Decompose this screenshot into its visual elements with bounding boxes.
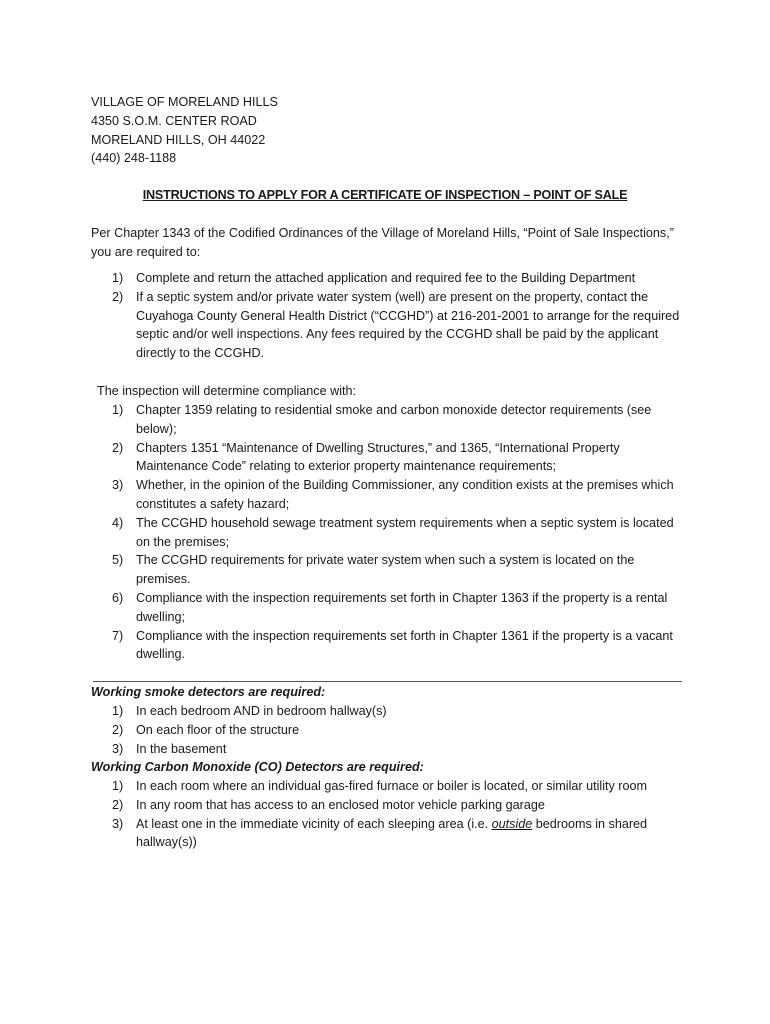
- item-number: 2): [112, 797, 124, 812]
- list-item: [91, 796, 691, 815]
- item-text-after: bedrooms in shared hallway(s)): [136, 816, 648, 850]
- section-divider: [93, 681, 682, 682]
- item-text: Chapter 1359 relating to residential smoke and carbon monoxide detector requirements (see below);: [136, 403, 652, 436]
- item-text: Compliance with the inspection requirements set forth in Chapter 1363 if the property is a rental dwelling;: [136, 590, 668, 624]
- emphasized-word: outside: [491, 816, 533, 831]
- item-number: 1): [112, 779, 124, 793]
- item-number: 3): [112, 478, 124, 493]
- address-city: MORELAND HILLS, OH 44022: [91, 132, 266, 147]
- item-text: The CCGHD household sewage treatment system requirements when a septic system is located on the premises;: [136, 515, 674, 549]
- smoke-detectors-list: [91, 702, 691, 758]
- list-item: [91, 721, 691, 740]
- item-number: 6): [112, 590, 124, 605]
- list-item: [91, 777, 691, 796]
- item-number: 4): [112, 515, 124, 530]
- item-text: Compliance with the inspection requirements set forth in Chapter 1361 if the property is a vacant dwelling.: [136, 628, 673, 662]
- list-item: [91, 269, 691, 288]
- list-item: [91, 401, 691, 439]
- list-item: [91, 702, 691, 721]
- item-text: Complete and return the attached application and required fee to the Building Department: [136, 271, 636, 285]
- list-item: [91, 740, 691, 759]
- item-text: Chapters 1351 “Maintenance of Dwelling Structures,” and 1365, “International Property Maintenance Code” relating to exterior property maintenance requirements;: [136, 440, 620, 474]
- item-number: 1): [112, 704, 124, 718]
- item-number: 2): [112, 440, 124, 455]
- item-number: 1): [112, 403, 124, 417]
- item-text: In each bedroom AND in bedroom hallway(s): [136, 704, 387, 718]
- item-number: 1): [112, 271, 124, 285]
- list-item: [91, 476, 691, 514]
- address-block: [91, 93, 278, 168]
- address-village: VILLAGE OF MORELAND HILLS: [91, 95, 278, 109]
- item-number: 3): [112, 816, 124, 831]
- item-text: Whether, in the opinion of the Building Commissioner, any condition exists at the premises which constitutes a safety hazard;: [136, 478, 674, 511]
- intro-paragraph: Per Chapter 1343 of the Codified Ordinances of the Village of Moreland Hills, “Point of Sale Inspections,” you are required to:: [91, 226, 674, 259]
- smoke-detectors-heading: Working smoke detectors are required:: [91, 685, 326, 699]
- inspection-list: [91, 401, 691, 664]
- item-text: In the basement: [136, 741, 227, 756]
- item-text: In each room where an individual gas-fired furnace or boiler is located, or similar utility room: [136, 779, 647, 793]
- co-detectors-heading: Working Carbon Monoxide (CO) Detectors are required:: [91, 760, 424, 774]
- item-number: 2): [112, 722, 124, 737]
- list-item: [91, 288, 691, 363]
- item-text: On each floor of the structure: [136, 722, 300, 737]
- item-text: The CCGHD requirements for private water system when such a system is located on the premises.: [136, 553, 635, 587]
- address-phone: (440) 248-1188: [91, 151, 177, 166]
- item-number: 7): [112, 628, 124, 643]
- document-title: INSTRUCTIONS TO APPLY FOR A CERTIFICATE OF INSPECTION – POINT OF SALE: [142, 188, 628, 202]
- item-text-before: At least one in the immediate vicinity of each sleeping area (i.e.: [136, 816, 492, 831]
- item-text: If a septic system and/or private water system (well) are present on the property, contact the Cuyahoga County General Health District (“CCGHD”) at 216-201-2001 to arrange for the required septic and/or well inspections. Any fees required by the CCGHD shall be paid by the applicant directly to the CCGHD.: [136, 289, 680, 361]
- list-item: [91, 627, 691, 665]
- item-number: 2): [112, 289, 124, 304]
- item-text: In any room that has access to an enclosed motor vehicle parking garage: [136, 797, 545, 812]
- list-item: [91, 439, 691, 477]
- list-item: [91, 815, 691, 853]
- item-number: 3): [112, 741, 124, 756]
- requirements-list: [91, 269, 691, 363]
- co-detectors-list: [91, 777, 691, 852]
- item-number: 5): [112, 553, 124, 568]
- address-street: 4350 S.O.M. CENTER ROAD: [91, 113, 257, 128]
- list-item: [91, 551, 691, 589]
- inspection-intro: The inspection will determine compliance with:: [97, 384, 356, 398]
- list-item: [91, 514, 691, 552]
- list-item: [91, 589, 691, 627]
